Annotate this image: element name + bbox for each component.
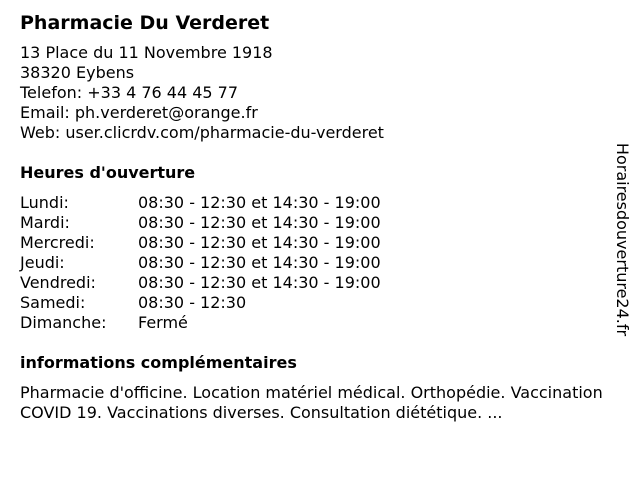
hours-row-tuesday [20, 213, 610, 233]
additional-info-title: informations complémentaires [20, 353, 297, 372]
time-value: 08:30 - 12:30 et 14:30 - 19:00 [138, 253, 381, 272]
time-value: Fermé [138, 313, 188, 332]
day-label: Jeudi: [20, 253, 65, 272]
brand-watermark [612, 134, 634, 344]
hours-row-friday [20, 273, 610, 293]
day-label: Lundi: [20, 193, 69, 212]
day-label: Mercredi: [20, 233, 95, 252]
address-line-2: 38320 Eybens [20, 63, 135, 82]
opening-hours-list [20, 193, 610, 333]
time-value: 08:30 - 12:30 et 14:30 - 19:00 [138, 233, 381, 252]
additional-info-text: Pharmacie d'officine. Location matériel médical. Orthopédie. Vaccination COVID 19. Vaccinations diverses. Consultation diététique. ... [20, 383, 603, 422]
day-label: Dimanche: [20, 313, 107, 332]
hours-row-sunday [20, 313, 610, 333]
time-value: 08:30 - 12:30 et 14:30 - 19:00 [138, 273, 381, 292]
email-line: Email: ph.verderet@orange.fr [20, 103, 258, 122]
pharmacy-name: Pharmacie Du Verderet [20, 12, 270, 34]
hours-row-wednesday [20, 233, 610, 253]
time-value: 08:30 - 12:30 [138, 293, 247, 312]
day-label: Samedi: [20, 293, 86, 312]
phone-line: Telefon: +33 4 76 44 45 77 [20, 83, 239, 102]
hours-row-thursday [20, 253, 610, 273]
time-value: 08:30 - 12:30 et 14:30 - 19:00 [138, 193, 381, 212]
time-value: 08:30 - 12:30 et 14:30 - 19:00 [138, 213, 381, 232]
opening-hours-title: Heures d'ouverture [20, 163, 196, 182]
brand-watermark-text: Horairesdouverture24.fr [613, 142, 633, 336]
pharmacy-details [20, 11, 610, 423]
hours-row-monday [20, 193, 610, 213]
day-label: Vendredi: [20, 273, 96, 292]
web-line: Web: user.clicrdv.com/pharmacie-du-verderet [20, 123, 384, 142]
day-label: Mardi: [20, 213, 70, 232]
hours-row-saturday [20, 293, 610, 313]
address-line-1: 13 Place du 11 Novembre 1918 [20, 43, 273, 62]
